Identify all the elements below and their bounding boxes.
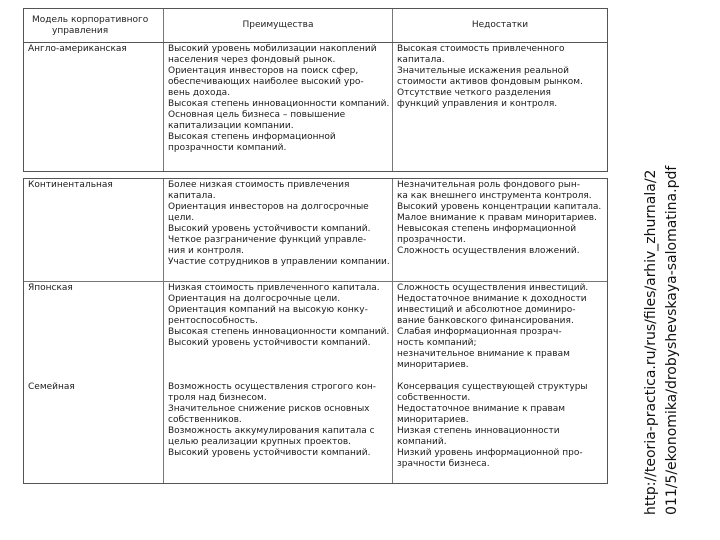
cell-text-line: собственности. bbox=[397, 393, 471, 403]
cell-text-line: ка как внешнего инструмента контроля. bbox=[397, 191, 592, 201]
cell-text-line: миноритариев. bbox=[397, 415, 469, 425]
cell-text-line: прозрачности компаний. bbox=[168, 143, 287, 153]
cell-text-line: Сложность осуществления инвестиций. bbox=[397, 283, 589, 293]
header-advantages: Преимущества bbox=[164, 9, 393, 42]
model-cell: Японская bbox=[24, 282, 164, 381]
table-header-row bbox=[24, 9, 607, 43]
cell-text-line: троля над бизнесом. bbox=[168, 393, 267, 403]
cell-text-line: ния и контроля. bbox=[168, 246, 245, 256]
cell-text-line: Отсутствие четкого разделения bbox=[397, 88, 551, 98]
cell-text-line: капитализации компании. bbox=[168, 121, 294, 131]
cell-text-line: Низкая стоимость привлеченного капитала. bbox=[168, 283, 380, 293]
cell-text-line: Ориентация инвесторов на поиск сфер, bbox=[168, 66, 359, 76]
cell-text-line: Невысокая степень информационной bbox=[397, 224, 577, 234]
cell-text-line: населения через фондовый рынок. bbox=[168, 55, 336, 65]
cell-text-line: Незначительная роль фондового рын- bbox=[397, 180, 580, 190]
table-row-japanese bbox=[24, 281, 607, 381]
table-row-anglo-american bbox=[24, 43, 607, 171]
model-cell: Англо-американская bbox=[24, 43, 164, 171]
cell-text-line: цели. bbox=[168, 213, 195, 223]
cell-text-line: капитала. bbox=[168, 191, 216, 201]
cell-text-line: целью реализации крупных проектов. bbox=[168, 437, 352, 447]
cell-text-line: миноритариев. bbox=[397, 360, 469, 370]
advantages-cell bbox=[164, 282, 393, 381]
disadvantages-cell bbox=[393, 282, 607, 381]
cell-text-line: Низкая степень инновационности bbox=[397, 426, 560, 436]
header-disadvantages: Недостатки bbox=[471, 20, 529, 30]
cell-text-line: Участие сотрудников в управлении компании. bbox=[168, 257, 390, 267]
cell-text-line: вание банковского финансирования. bbox=[397, 316, 574, 326]
source-link-line2: 011/5/ekonomika/drobyshevskaya-salomatina.pdf bbox=[664, 165, 680, 515]
cell-text-line: Малое внимание к правам миноритариев. bbox=[397, 213, 597, 223]
cell-text-line: функций управления и контроля. bbox=[397, 99, 558, 109]
table-row-continental bbox=[24, 179, 607, 281]
cell-text-line: стоимости активов фондовым рынком. bbox=[397, 77, 583, 87]
advantages-cell bbox=[164, 381, 393, 483]
cell-text-line: Высокий уровень устойчивости компаний. bbox=[168, 338, 371, 348]
cell-text-line: собственников. bbox=[168, 415, 242, 425]
cell-text-line: обеспечивающих наиболее высокий уро- bbox=[168, 77, 364, 87]
cell-text-line: инвестиций и абсолютное доминиро- bbox=[397, 305, 576, 315]
cell-text-line: зрачности бизнеса. bbox=[397, 459, 490, 469]
disadvantages-cell bbox=[393, 381, 607, 483]
cell-text-line: Слабая информационная прозрач- bbox=[397, 327, 562, 337]
cell-text-line: прозрачности. bbox=[397, 235, 466, 245]
cell-text-line: Сложность осуществления вложений. bbox=[397, 246, 580, 256]
cell-text-line: незначительное внимание к правам bbox=[397, 349, 570, 359]
advantages-cell bbox=[164, 43, 393, 171]
cell-text-line: капитала. bbox=[397, 55, 445, 65]
header-model-line2: управления bbox=[52, 25, 109, 36]
cell-text-line: компаний. bbox=[397, 437, 447, 447]
disadvantages-cell bbox=[393, 43, 607, 171]
advantages-cell bbox=[164, 179, 393, 281]
model-cell: Семейная bbox=[24, 381, 164, 483]
source-link[interactable] bbox=[641, 25, 683, 515]
cell-text-line: Высокий уровень устойчивости компаний. bbox=[168, 448, 371, 458]
header-model-line1: Модель корпоративного bbox=[32, 14, 149, 25]
cell-text-line: Возможность осуществления строгого кон- bbox=[168, 382, 377, 392]
cell-text-line: Высокая степень инновационности компаний. bbox=[168, 99, 390, 109]
cell-text-line: Значительное снижение рисков основных bbox=[168, 404, 370, 414]
cell-text-line: Ориентация инвесторов на долгосрочные bbox=[168, 202, 369, 212]
source-link-line1: http://teoria-practica.ru/rus/files/arhiv_zhurnala/2 bbox=[643, 169, 659, 515]
cell-text-line: рентоспособность. bbox=[168, 316, 258, 326]
cell-text-line: ность компаний; bbox=[397, 338, 477, 348]
header-model bbox=[24, 9, 164, 42]
cell-text-line: Недостаточное внимание к правам bbox=[397, 404, 566, 414]
cell-text-line: Основная цель бизнеса – повышение bbox=[168, 110, 346, 120]
cell-text-line: Ориентация на долгосрочные цели. bbox=[168, 294, 341, 304]
cell-text-line: Низкий уровень информационной про- bbox=[397, 448, 583, 458]
disadvantages-cell bbox=[393, 179, 607, 281]
cell-text-line: Высокий уровень устойчивости компаний. bbox=[168, 224, 371, 234]
cell-text-line: Высокий уровень концентрации капитала. bbox=[397, 202, 602, 212]
cell-text-line: Высокая стоимость привлеченного bbox=[397, 44, 565, 54]
cell-text-line: Высокая степень информационной bbox=[168, 132, 336, 142]
cell-text-line: Высокий уровень мобилизации накоплений bbox=[168, 44, 377, 54]
cell-text-line: Более низкая стоимость привлечения bbox=[168, 180, 350, 190]
cell-text-line: Недостаточное внимание к доходности bbox=[397, 294, 587, 304]
cell-text-line: Значительные искажения реальной bbox=[397, 66, 570, 76]
cell-text-line: Четкое разграничение функций управле- bbox=[168, 235, 367, 245]
table-row-family bbox=[24, 381, 607, 483]
cell-text-line: вень дохода. bbox=[168, 88, 231, 98]
cell-text-line: Консервация существующей структуры bbox=[397, 382, 588, 392]
source-link-area bbox=[638, 20, 686, 520]
cell-text-line: Ориентация компаний на высокую конку- bbox=[168, 305, 368, 315]
model-cell: Континентальная bbox=[24, 179, 164, 281]
cell-text-line: Высокая степень инновационности компаний. bbox=[168, 327, 390, 337]
cell-text-line: Возможность аккумулирования капитала с bbox=[168, 426, 375, 436]
corporate-governance-table-part1 bbox=[23, 8, 608, 172]
corporate-governance-table-part2 bbox=[23, 178, 608, 484]
